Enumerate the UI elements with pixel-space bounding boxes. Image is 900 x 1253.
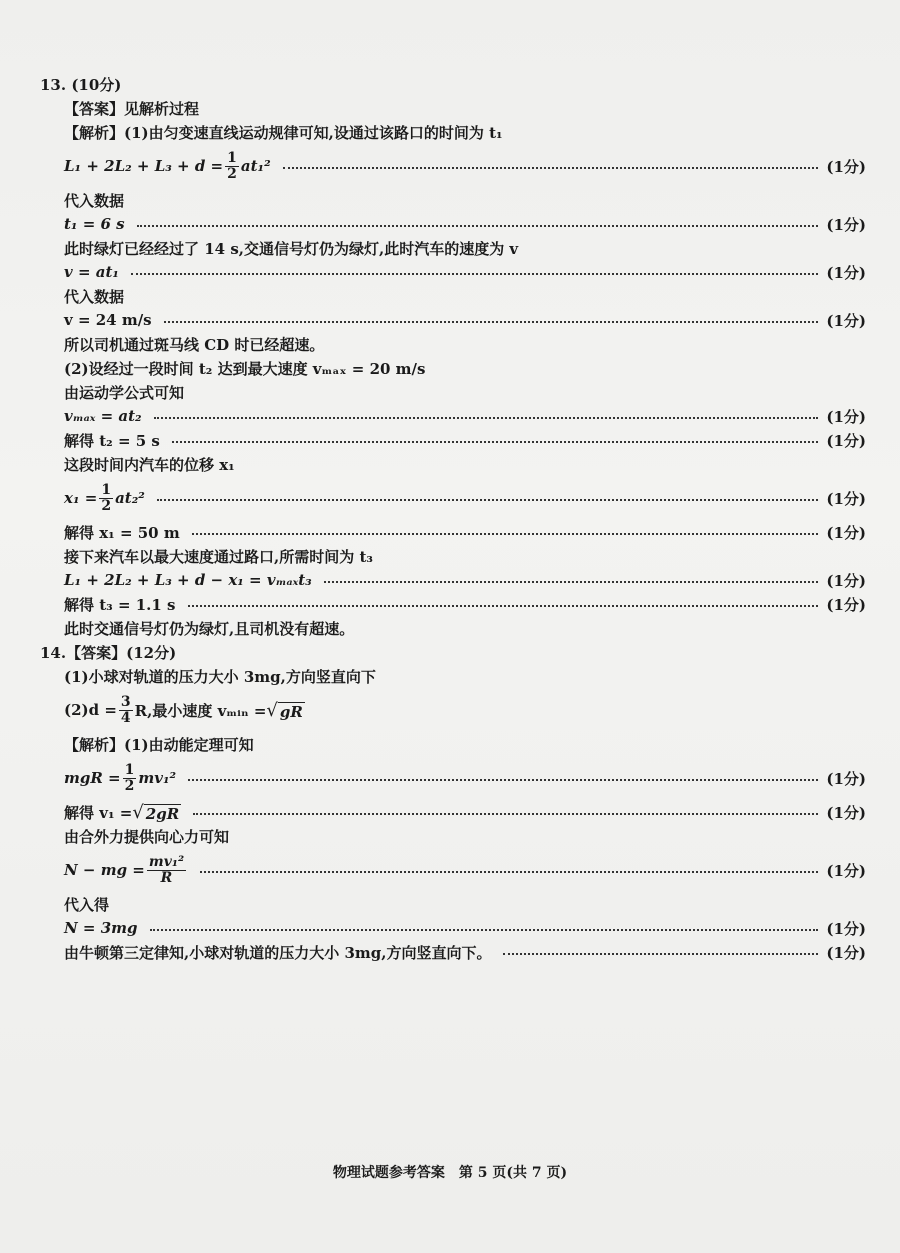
score-label: (1分) (826, 263, 866, 282)
sqrt-gR: √ gR (266, 699, 303, 721)
score-label: (1分) (826, 943, 866, 962)
q13-v-val: v = 24 m/s (1分) (64, 311, 866, 330)
dot-leader (157, 499, 819, 501)
dot-leader (188, 605, 819, 607)
q13-v-eq: v = at₁ (1分) (64, 263, 866, 282)
q13-analysis: 【解析】(1)由匀变速直线运动规律可知,设通过该路口的时间为 t₁ (64, 123, 503, 142)
dot-leader (200, 871, 818, 873)
q14-n-eq: N − mg = $\frac{\text{mv₁²}}{R}$ (1分) (64, 853, 866, 886)
dot-leader (172, 441, 819, 443)
q13-t2: 解得 t₂ = 5 s (1分) (64, 431, 866, 450)
score-label: (1分) (826, 489, 866, 508)
score-label: (1分) (826, 919, 866, 938)
dot-leader (164, 321, 819, 323)
half-fraction: $\frac{1}{2}$ (124, 761, 135, 794)
q14-energy-eq: mgR = $\frac{1}{2}$ mv₁² (1分) (64, 761, 866, 794)
q13-header: 13. (10分) (40, 75, 122, 94)
q14-n-val: N = 3mg (1分) (64, 919, 866, 938)
half-fraction: $\frac{1}{2}$ (227, 149, 237, 182)
q13-conclusion: 此时交通信号灯仍为绿灯,且司机没有超速。 (64, 619, 355, 638)
dot-leader (150, 929, 819, 931)
q13-t3-eq: L₁ + 2L₂ + L₃ + d − x₁ = vₘₐₓt₃ (1分) (64, 571, 866, 590)
dot-leader (503, 953, 818, 955)
q13-green-text: 此时绿灯已经经过了 14 s,交通信号灯仍为绿灯,此时汽车的速度为 v (64, 239, 519, 258)
q13-t1: t₁ = 6 s (1分) (64, 215, 866, 234)
dot-leader (283, 167, 819, 169)
q13-cd-text: 所以司机通过斑马线 CD 时已经超速。 (64, 335, 325, 354)
score-label: (1分) (826, 523, 866, 542)
score-label: (1分) (826, 769, 866, 788)
half-fraction: $\frac{1}{2}$ (101, 481, 112, 514)
q13-x1-eq: x₁ = $\frac{1}{2}$ at₂² (1分) (64, 481, 866, 514)
q13-kinematics: 由运动学公式可知 (64, 383, 185, 402)
q14-substitute: 代入得 (64, 895, 110, 914)
score-label: (1分) (826, 311, 866, 330)
dot-leader (131, 273, 818, 275)
dot-leader (188, 779, 818, 781)
dot-leader (154, 417, 819, 419)
q14-ans1: (1)小球对轨道的压力大小 3mg,方向竖直向下 (64, 667, 376, 686)
score-label: (1分) (826, 157, 866, 176)
score-label: (1分) (826, 861, 866, 880)
page-footer: 物理试题参考答案 第 5 页(共 7 页) (332, 1165, 568, 1181)
score-label: (1分) (826, 571, 866, 590)
q13-answer: 【答案】见解析过程 (64, 99, 200, 118)
score-label: (1分) (826, 215, 866, 234)
q13-next-text: 接下来汽车以最大速度通过路口,所需时间为 t₃ (64, 547, 373, 566)
q14-analysis: 【解析】(1)由动能定理可知 (64, 735, 254, 754)
q13-t3: 解得 t₃ = 1.1 s (1分) (64, 595, 866, 614)
q13-part2: (2)设经过一段时间 t₂ 达到最大速度 vₘₐₓ = 20 m/s (64, 359, 426, 378)
q13-substitute2: 代入数据 (64, 287, 125, 306)
dot-leader (192, 533, 819, 535)
dot-leader (193, 813, 818, 815)
mv-over-R-fraction: $\frac{\text{mv₁²}}{R}$ (148, 853, 185, 886)
score-label: (1分) (826, 803, 866, 822)
sqrt-2gR: √ 2gR (132, 801, 180, 823)
score-label: (1分) (826, 431, 866, 450)
q13-x1-val: 解得 x₁ = 50 m (1分) (64, 523, 866, 542)
q14-newton: 由牛顿第三定律知,小球对轨道的压力大小 3mg,方向竖直向下。 (1分) (64, 943, 866, 962)
score-label: (1分) (826, 595, 866, 614)
q13-vmax-eq: vₘₐₓ = at₂ (1分) (64, 407, 866, 426)
three-quarters-fraction: $\frac{3}{4}$ (120, 693, 131, 726)
q14-ans2: (2)d = $\frac{3}{4}$ R,最小速度 vₘᵢₙ = √ gR (64, 693, 303, 726)
q14-v1: 解得 v₁ = √ 2gR (1分) (64, 801, 866, 823)
q14-header: 14.【答案】(12分) (40, 643, 177, 662)
q13-eq1: L₁ + 2L₂ + L₃ + d = $\frac{1}{2}$ at₁² (1分) (64, 149, 866, 182)
q13-disp-text: 这段时间内汽车的位移 x₁ (64, 455, 235, 474)
q14-force-text: 由合外力提供向心力可知 (64, 827, 230, 846)
q13-substitute: 代入数据 (64, 191, 125, 210)
score-label: (1分) (826, 407, 866, 426)
dot-leader (137, 225, 819, 227)
answer-content (40, 72, 866, 964)
dot-leader (324, 581, 819, 583)
